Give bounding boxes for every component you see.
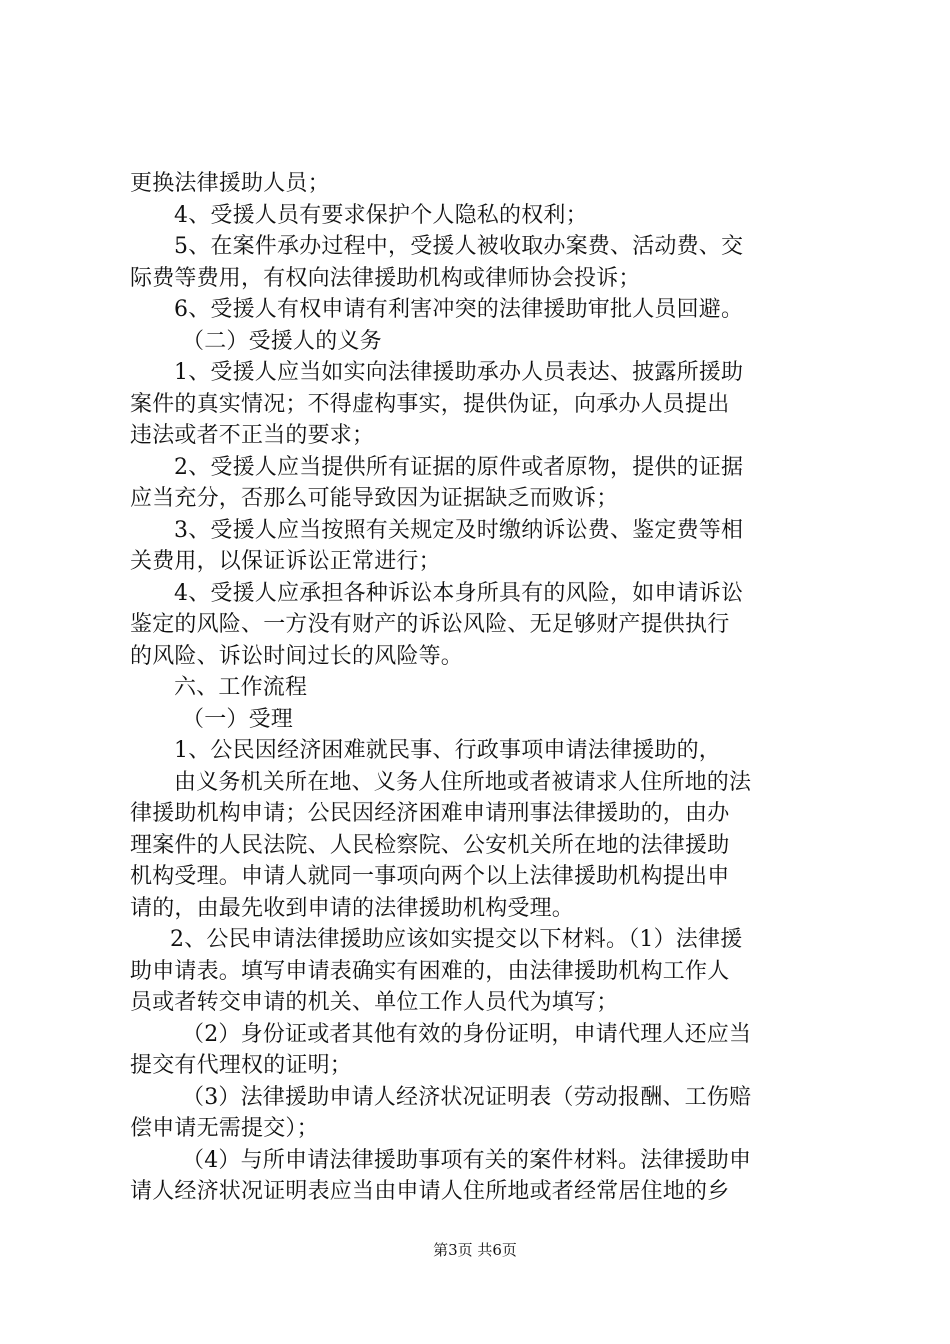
text-line: 1、公民因经济困难就民事、行政事项申请法律援助的， xyxy=(174,738,721,763)
text-line: 请人经济状况证明表应当由申请人住所地或者经常居住地的乡 xyxy=(130,1179,730,1204)
text-line: 2、受援人应当提供所有证据的原件或者原物，提供的证据 xyxy=(174,454,744,480)
text-line: 3、受援人应当按照有关规定及时缴纳诉讼费、鉴定费等相 xyxy=(174,517,744,543)
text-line: （4）与所申请法律援助事项有关的案件材料。法律援助申 xyxy=(182,1147,752,1173)
text-line: 助申请表。填写申请表确实有困难的，由法律援助机构工作人 xyxy=(130,958,730,984)
text-line: 际费等费用，有权向法律援助机构或律师协会投诉； xyxy=(130,265,641,291)
text-line: 违法或者不正当的要求； xyxy=(130,423,375,448)
section-heading: 六、工作流程 xyxy=(174,675,308,700)
text-line: 鉴定的风险、一方没有财产的诉讼风险、无足够财产提供执行 xyxy=(130,612,730,637)
section-heading: （二）受援人的义务 xyxy=(182,328,382,354)
text-line: 偿申请无需提交）； xyxy=(130,1116,319,1141)
text-line: 律援助机构申请；公民因经济困难申请刑事法律援助的，由办 xyxy=(130,801,730,826)
text-line: （2）身份证或者其他有效的身份证明，申请代理人还应当 xyxy=(182,1021,752,1047)
page-number-footer: 第3页 共6页 xyxy=(433,1241,517,1259)
text-line: 员或者转交申请的机关、单位工作人员代为填写； xyxy=(130,990,619,1015)
text-line: 1、受援人应当如实向法律援助承办人员表达、披露所援助 xyxy=(174,360,744,385)
text-line: （3）法律援助申请人经济状况证明表（劳动报酬、工伤赔 xyxy=(182,1084,752,1110)
text-line: 理案件的人民法院、人民检察院、公安机关所在地的法律援助 xyxy=(130,832,730,858)
text-line: 案件的真实情况；不得虚构事实，提供伪证，向承办人员提出 xyxy=(130,391,730,417)
text-line: 机构受理。申请人就同一事项向两个以上法律援助机构提出申 xyxy=(130,864,730,889)
text-line: 2、公民申请法律援助应该如实提交以下材料。（1）法律援 xyxy=(170,927,743,952)
text-line: 4、受援人应承担各种诉讼本身所具有的风险，如申请诉讼 xyxy=(174,580,744,606)
text-line: 5、在案件承办过程中，受援人被收取办案费、活动费、交 xyxy=(174,234,744,259)
text-line: 应当充分，否那么可能导致因为证据缺乏而败诉； xyxy=(130,486,619,511)
text-line: 6、受援人有权申请有利害冲突的法律援助审批人员回避。 xyxy=(174,297,744,322)
text-line: 4、受援人员有要求保护个人隐私的权利； xyxy=(174,202,588,228)
text-line: 提交有代理权的证明； xyxy=(130,1053,353,1078)
section-heading: （一）受理 xyxy=(182,706,294,732)
text-line: 由义务机关所在地、义务人住所地或者被请求人住所地的法 xyxy=(174,769,752,795)
text-line: 请的，由最先收到申请的法律援助机构受理。 xyxy=(130,895,575,921)
text-line: 更换法律援助人员； xyxy=(130,171,330,196)
text-line: 的风险、诉讼时间过长的风险等。 xyxy=(130,643,464,669)
document-body xyxy=(130,168,830,1208)
text-line: 关费用，以保证诉讼正常进行； xyxy=(130,549,441,574)
